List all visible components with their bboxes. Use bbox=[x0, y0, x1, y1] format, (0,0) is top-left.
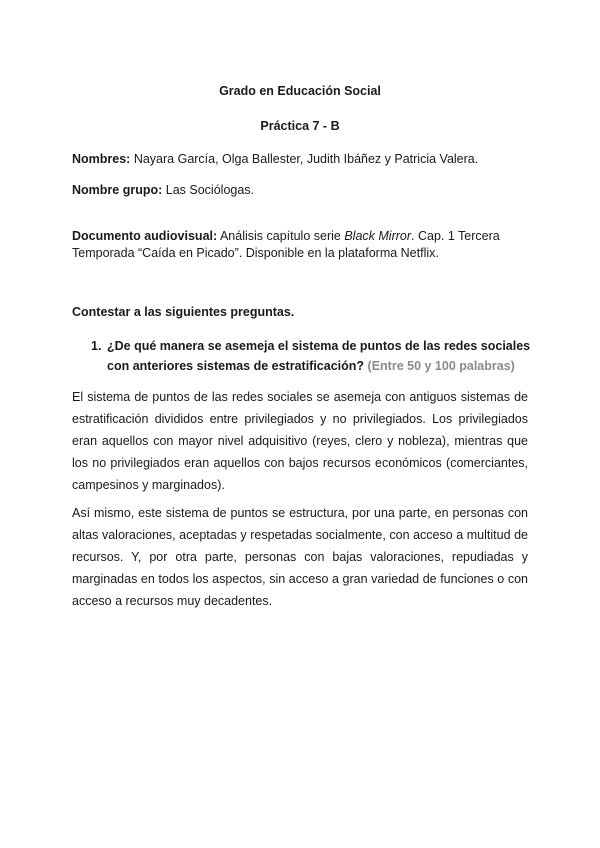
question-line-2 bbox=[107, 356, 531, 376]
audiovisual-line-2: Temporada “Caída en Picado”. Disponible en la plataforma Netflix. bbox=[72, 246, 439, 260]
group-value: Las Sociólogas. bbox=[165, 183, 255, 197]
names-value: Nayara García, Olga Ballester, Judith Ibáñez y Patricia Valera. bbox=[133, 152, 479, 166]
degree-title: Grado en Educación Social bbox=[219, 84, 381, 98]
answer-paragraph-2: Así mismo, este sistema de puntos se estructura, por una parte, en personas con altas valoraciones, aceptadas y respetadas socialmente, con acceso a multitud de recursos. Y, por otra parte, personas con bajas valoraciones, repudiadas y marginadas en todos los aspectos, sin acceso a gran variedad de funciones o con acceso a recursos muy decadentes. bbox=[72, 506, 528, 608]
question-text bbox=[107, 336, 531, 376]
group-line bbox=[72, 181, 532, 199]
answer-paragraph-1: El sistema de puntos de las redes sociales se asemeja con antiguos sistemas de estratificación divididos entre privilegiados y no privilegiados. Los privilegiados eran aquellos con mayor nivel adquisitivo (reyes, clero y nobleza), mientras que los no privilegiados eran aquellos con bajos recursos económicos (comerciantes, campesinos y marginados). bbox=[72, 390, 528, 492]
names-line bbox=[72, 150, 532, 168]
question-line-1: ¿De qué manera se asemeja el sistema de puntos de las redes sociales bbox=[107, 339, 531, 353]
audiovisual-text-1: Análisis capítulo serie bbox=[219, 229, 341, 243]
names-label: Nombres: bbox=[72, 152, 131, 166]
instructions: Contestar a las siguientes preguntas. bbox=[72, 305, 295, 319]
group-label: Nombre grupo: bbox=[72, 183, 163, 197]
audiovisual-line-1 bbox=[72, 227, 532, 245]
question-word-count-note: (Entre 50 y 100 palabras) bbox=[367, 359, 515, 373]
audiovisual-label: Documento audiovisual: bbox=[72, 229, 218, 243]
question-number: 1. bbox=[91, 339, 102, 353]
audiovisual-text-2: . Cap. 1 Tercera bbox=[411, 229, 500, 243]
series-title: Black Mirror bbox=[344, 229, 412, 243]
practice-title: Práctica 7 - B bbox=[260, 119, 340, 133]
question-line-2-text: con anteriores sistemas de estratificación? bbox=[107, 359, 365, 373]
